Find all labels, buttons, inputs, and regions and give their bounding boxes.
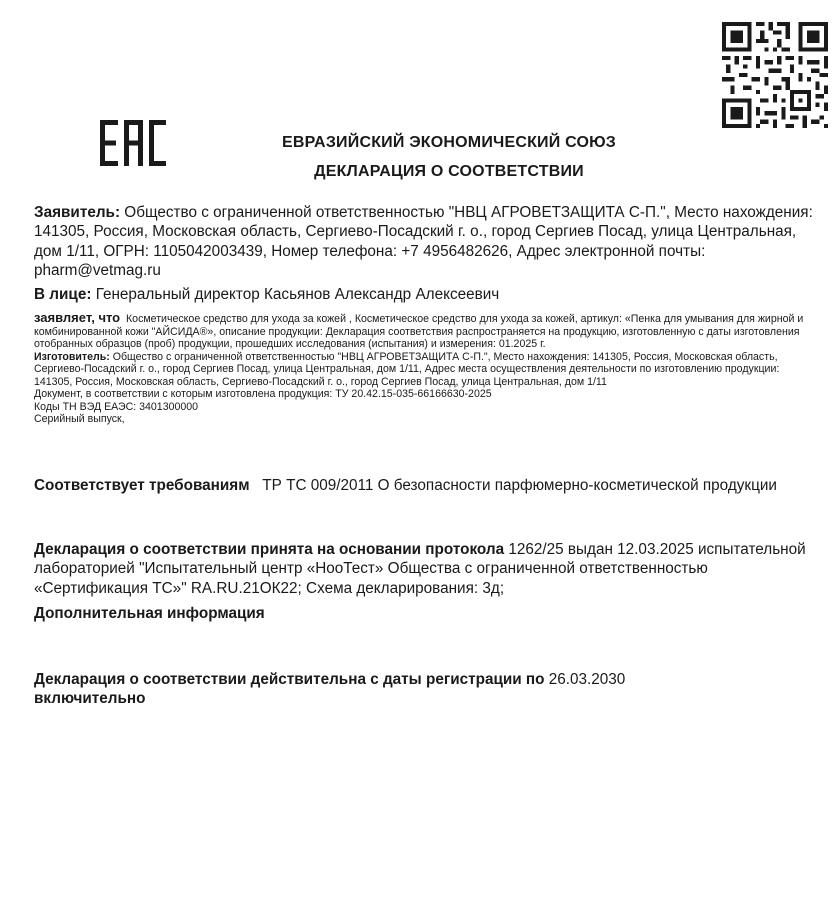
basis-label: Декларация о соответствии принята на основании протокола [34,541,505,558]
manufacturer-text: Общество с ограниченной ответственностью "НВЦ АГРОВЕТЗАЩИТА С-П.", Место нахождения: 141305, Россия, Московская область, Сергиево-Посадский г. о., город Сергиев Посад, улица Центральная, дом 1/11, Адрес места осуществления деятельности по изготовлению продукции: 141305, Россия, Московская область, Сергиево-Посадский г. о., город Сергиев Посад, улица Центральная, дом 1/11 [34,350,780,388]
product-paragraph [34,312,814,351]
basis-text: 1262/25 выдан 12.03.2025 испытательной лабораторией "Испытательный центр «НооТест» Общества с ограниченной ответственностью «Сертификация ТС»" RA.RU.21ОК22; Схема декларирования: 3д; [34,541,806,597]
codes-line: Коды ТН ВЭД ЕАЭС: 3401300000 [34,400,199,413]
requirements-section [34,476,814,495]
manufacturer-paragraph [34,351,814,389]
validity-date: 26.03.2030 [548,671,626,688]
person-text: Генеральный директор Касьянов Александр Алексеевич [95,286,500,303]
document-line: Документ, в соответствии с которым изготовлена продукция: ТУ 20.42.15-035-66166630-2025 [34,388,492,400]
serial-line: Серийный выпуск, [34,413,125,425]
document-title: ДЕКЛАРАЦИЯ О СООТВЕТСТВИИ [314,163,584,180]
validity-section [34,670,814,709]
person-label: В лице: [34,286,92,303]
validity-label-end: включительно [34,690,146,708]
requirements-label: Соответствует требованиям [34,477,250,494]
product-text: Косметическое средство для ухода за кожей , Косметическое средство для ухода за кожей, артикул: «Пенка для умывания для жирной и комбинированной кожи "АЙСИДА®», описание продукции: Декларация соответствия распространяется на продукцию, изготовленную с даты изготовления отобранных образцов (проб) продукции, прошедших исследования (испытания) и измерения: 01.2025 г. [34,313,804,350]
additional-label: Дополнительная информация [34,605,265,622]
applicant-text: Общество с ограниченной ответственностью "НВЦ АГРОВЕТЗАЩИТА С-П.", Место нахождения: 141305, Россия, Московская область, Сергиево-Посадский г. о., город Сергиев Посад, улица Центральная, дом 1/11, ОГРН: 1105042003439, Номер телефона: +7 4956482626, Адрес электронной почты: pharm@vetmag.ru [34,204,813,280]
declares-label: заявляет, что [34,310,121,325]
validity-label: Декларация о соответствии действительна с даты регистрации по [34,671,545,688]
applicant-label: Заявитель: [34,204,121,221]
additional-section [34,604,814,623]
qr-code-icon [722,22,828,128]
applicant-section [34,203,814,281]
person-section [34,285,814,304]
declares-section [34,312,814,426]
basis-section [34,540,814,598]
manufacturer-label: Изготовитель: [34,350,110,363]
requirements-text: ТР ТС 009/2011 О безопасности парфюмерно-косметической продукции [262,477,777,494]
union-title: ЕВРАЗИЙСКИЙ ЭКОНОМИЧЕСКИЙ СОЮЗ [281,134,617,151]
